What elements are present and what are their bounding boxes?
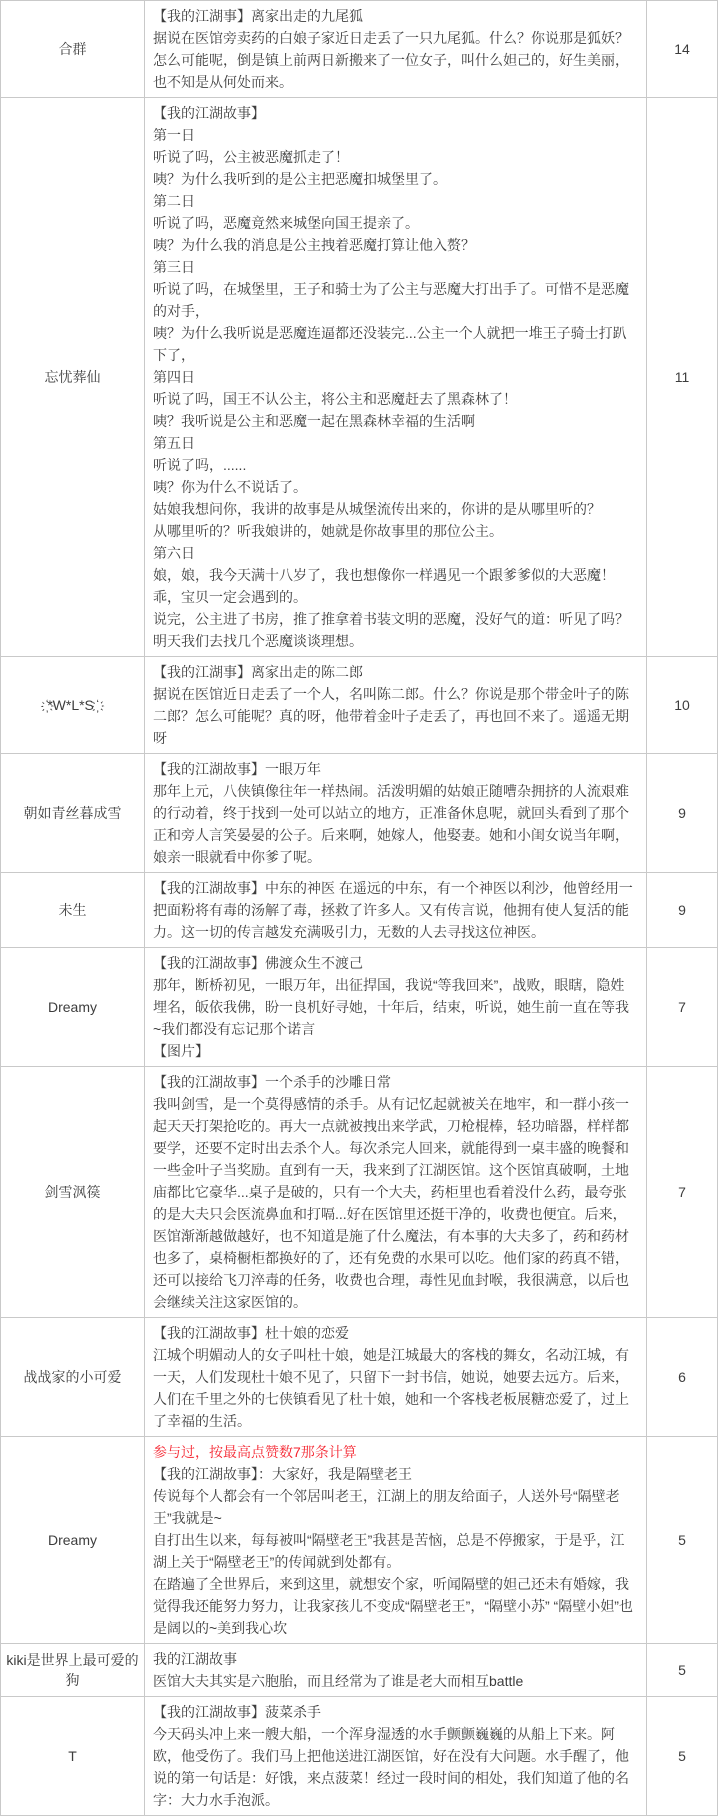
story-line: 咦？为什么我听到的是公主把恶魔扣城堡里了。 (153, 171, 447, 187)
story-cell (145, 873, 647, 947)
story-line: 【我的江湖故事】一眼万年 (153, 761, 321, 777)
story-line: 乖，宝贝一定会遇到的。 (153, 589, 307, 605)
story-cell (145, 1, 647, 97)
table-row (1, 1, 717, 98)
story-cell (145, 1318, 647, 1436)
story-line: 传说每个人都会有一个邻居叫老王，江湖上的朋友给面子，人送外号“隔壁老王”我就是~ (153, 1488, 620, 1526)
story-cell (145, 1437, 647, 1643)
story-line: 在踏遍了全世界后，来到这里，就想安个家，听闻隔壁的妲己还未有婚嫁，我觉得我还能努力努力，让我家孩儿不变成“隔壁老王”，“隔壁小苏” “隔壁小妲”也是阔以的~美到我心坎 (153, 1576, 633, 1636)
story-line: 医馆大夫其实是六胞胎，而且经常为了谁是老大而相互battle (153, 1673, 524, 1689)
author-cell: 未生 (1, 873, 145, 947)
author-cell: 战战家的小可爱 (1, 1318, 145, 1436)
story-line: 说完，公主进了书房，推了推拿着书装文明的恶魔，没好气的道：听见了吗？明天我们去找几个恶魔谈谈理想。 (153, 611, 629, 649)
story-line: 【我的江湖事】离家出走的九尾狐 (153, 8, 363, 24)
story-cell (145, 1067, 647, 1317)
story-line: 从哪里听的？听我娘讲的，她就是你故事里的那位公主。 (153, 523, 503, 539)
story-cell (145, 657, 647, 753)
author-cell: Dreamy (1, 1437, 145, 1643)
story-line: 【图片】 (153, 1043, 209, 1059)
author-cell: kiki是世界上最可爱的狗 (1, 1644, 145, 1696)
like-count-cell: 9 (678, 902, 686, 918)
story-cell (145, 1697, 647, 1815)
story-line: 咦？为什么我听说是恶魔连逼都还没装完...公主一个人就把一堆王子骑士打趴下了， (153, 325, 627, 363)
story-line: 我叫剑雪，是一个莫得感情的杀手。从有记忆起就被关在地牢，和一群小孩一起天天打架抢吃的。再大一点就被拽出来学武，刀枪棍棒，轻功暗器，样样都要学，还要不定时出去杀个人。每次杀完人回来，就能得到一桌丰盛的晚餐和一些金叶子当奖励。直到有一天，我来到了江湖医馆。这个医馆真破啊，土地庙都比它豪华...桌子是破的，只有一个大夫，药柜里也看着没什么药，最夸张的是大夫只会医流鼻血和打嗝...好在医馆里还挺干净的，收费也便宜。后来，医馆渐渐越做越好，也不知道是施了什么魔法，有本事的大夫多了，药和药材也多了，桌椅橱柜都换好的了，还有免费的水果可以吃。他们家的药真不错，还可以接给飞刀淬毒的任务，收费也合理，毒性见血封喉，我很满意，以后也会继续关注这家医馆的。 (153, 1096, 629, 1310)
like-count-cell: 5 (678, 1662, 686, 1678)
like-count-cell: 7 (678, 999, 686, 1015)
story-line: 第三日 (153, 259, 195, 275)
story-line: 咦？为什么我的消息是公主拽着恶魔打算让他入赘？ (153, 237, 475, 253)
story-line: 咦？你为什么不说话了。 (153, 479, 307, 495)
story-line: 听说了吗，公主被恶魔抓走了！ (153, 149, 349, 165)
story-cell (145, 948, 647, 1066)
story-line: 听说了吗，国王不认公主，将公主和恶魔赶去了黑森林了！ (153, 391, 517, 407)
story-line: 【我的江湖事】离家出走的陈二郎 (153, 664, 363, 680)
table-row (1, 948, 717, 1067)
story-line: 【我的江湖故事】杜十娘的恋爱 (153, 1325, 349, 1341)
story-line: 那年，断桥初见，一眼万年，出征捍国，我说“等我回来”，战败，眼瞎，隐姓埋名，皈依我佛，盼一良机好寻她，十年后，结束，听说，她生前一直在等我~我们都没有忘记那个诺言 (153, 977, 629, 1037)
story-line: 【我的江湖故事】佛渡众生不渡己 (153, 955, 363, 971)
story-line: 第五日 (153, 435, 195, 451)
like-count-cell: 5 (678, 1532, 686, 1548)
like-count-cell: 11 (674, 369, 690, 385)
story-line: 江城个明媚动人的女子叫杜十娘，她是江城最大的客栈的舞女，名动江城，有一天，人们发现杜十娘不见了，只留下一封书信，她说，她要去远方。后来，人们在千里之外的七侠镇看见了杜十娘，她和一个客栈老板展糖恋爱了，过上了幸福的生活。 (153, 1347, 629, 1429)
table-row (1, 98, 717, 657)
story-cell (145, 754, 647, 872)
table-row (1, 657, 717, 754)
story-line: 咦？我听说是公主和恶魔一起在黑森林幸福的生活啊 (153, 413, 475, 429)
table-row (1, 1067, 717, 1318)
story-line: 听说了吗，恶魔竟然来城堡向国王提亲了。 (153, 215, 419, 231)
story-line: 自打出生以来，每每被叫“隔壁老王”我甚是苦恼，总是不停搬家，于是乎，江湖上关于“隔壁老王”的传闻就到处都有。 (153, 1532, 625, 1570)
story-line: 【我的江湖故事】一个杀手的沙雕日常 (153, 1074, 391, 1090)
story-line: 第六日 (153, 545, 195, 561)
author-cell: ҉*W*L*S ҉ (1, 657, 145, 753)
table-row (1, 1437, 717, 1644)
story-line: 第一日 (153, 127, 195, 143)
table-row (1, 873, 717, 948)
story-line: 今天码头冲上来一艘大船，一个浑身湿透的水手颤颤巍巍的从船上下来。阿欧，他受伤了。我们马上把他送进江湖医馆，好在没有大问题。水手醒了，他说的第一句话是：好饿，来点菠菜！经过一段时间的相处，我们知道了他的名字：大力水手泡派。 (153, 1726, 629, 1808)
author-cell: 忘忧葬仙 (1, 98, 145, 656)
story-cell (145, 1644, 647, 1696)
author-cell: T (1, 1697, 145, 1815)
story-line: 第二日 (153, 193, 195, 209)
story-cell (145, 98, 647, 656)
like-count-cell: 14 (674, 41, 690, 57)
like-count-cell: 10 (674, 697, 690, 713)
story-line: 【我的江湖故事】中东的神医 在遥远的中东，有一个神医以利沙，他曾经用一把面粉将有毒的汤解了毒，拯救了许多人。又有传言说，他拥有使人复活的能力。这一切的传言越发充满吸引力，无数的人去寻找这位神医。 (153, 880, 633, 940)
story-line: 听说了吗，...... (153, 457, 247, 473)
story-line: 听说了吗，在城堡里，王子和骑士为了公主与恶魔大打出手了。可惜不是恶魔的对手， (153, 281, 629, 319)
story-line: 姑娘我想问你，我讲的故事是从城堡流传出来的，你讲的是从哪里听的？ (153, 501, 601, 517)
note-line-red: 参与过，按最高点赞数7那条计算 (153, 1444, 357, 1460)
author-cell: 剑雪沨篌 (1, 1067, 145, 1317)
like-count-cell: 6 (678, 1369, 686, 1385)
like-count-cell: 7 (678, 1184, 686, 1200)
story-line: 【我的江湖故事】：大家好，我是隔壁老王 (153, 1466, 412, 1482)
story-line: 我的江湖故事 (153, 1651, 237, 1667)
story-line: 据说在医馆旁卖药的白娘子家近日走丢了一只九尾狐。什么？你说那是狐妖？怎么可能呢，倒是镇上前两日新搬来了一位女子，叫什么妲己的，好生美丽，也不知是从何处而来。 (153, 30, 629, 90)
story-line: 第四日 (153, 369, 195, 385)
like-count-cell: 5 (678, 1748, 686, 1764)
story-line: 据说在医馆近日走丢了一个人，名叫陈二郎。什么？你说是那个带金叶子的陈二郎？怎么可能呢？真的呀，他带着金叶子走丢了，再也回不来了。遥遥无期呀 (153, 686, 629, 746)
story-line: 娘，娘，我今天满十八岁了，我也想像你一样遇见一个跟爹爹似的大恶魔！ (153, 567, 615, 583)
author-cell: 朝如青丝暮成雪 (1, 754, 145, 872)
table-row (1, 1318, 717, 1437)
table-row (1, 754, 717, 873)
story-line: 那年上元，八侠镇像往年一样热闹。活泼明媚的姑娘正随嘈杂拥挤的人流艰难的行动着，终于找到一处可以站立的地方，正准备休息呢，就回头看到了那个正和旁人言笑晏晏的公子。后来啊，她嫁人，他娶妻。她和小闺女说当年啊，娘亲一眼就看中你爹了呢。 (153, 783, 629, 865)
table-row (1, 1697, 717, 1816)
like-count-cell: 9 (678, 805, 686, 821)
story-line: 【我的江湖故事】 (153, 105, 265, 121)
author-cell: 合群 (1, 1, 145, 97)
author-cell: Dreamy (1, 948, 145, 1066)
story-line: 【我的江湖故事】菠菜杀手 (153, 1704, 321, 1720)
table-row (1, 1644, 717, 1697)
